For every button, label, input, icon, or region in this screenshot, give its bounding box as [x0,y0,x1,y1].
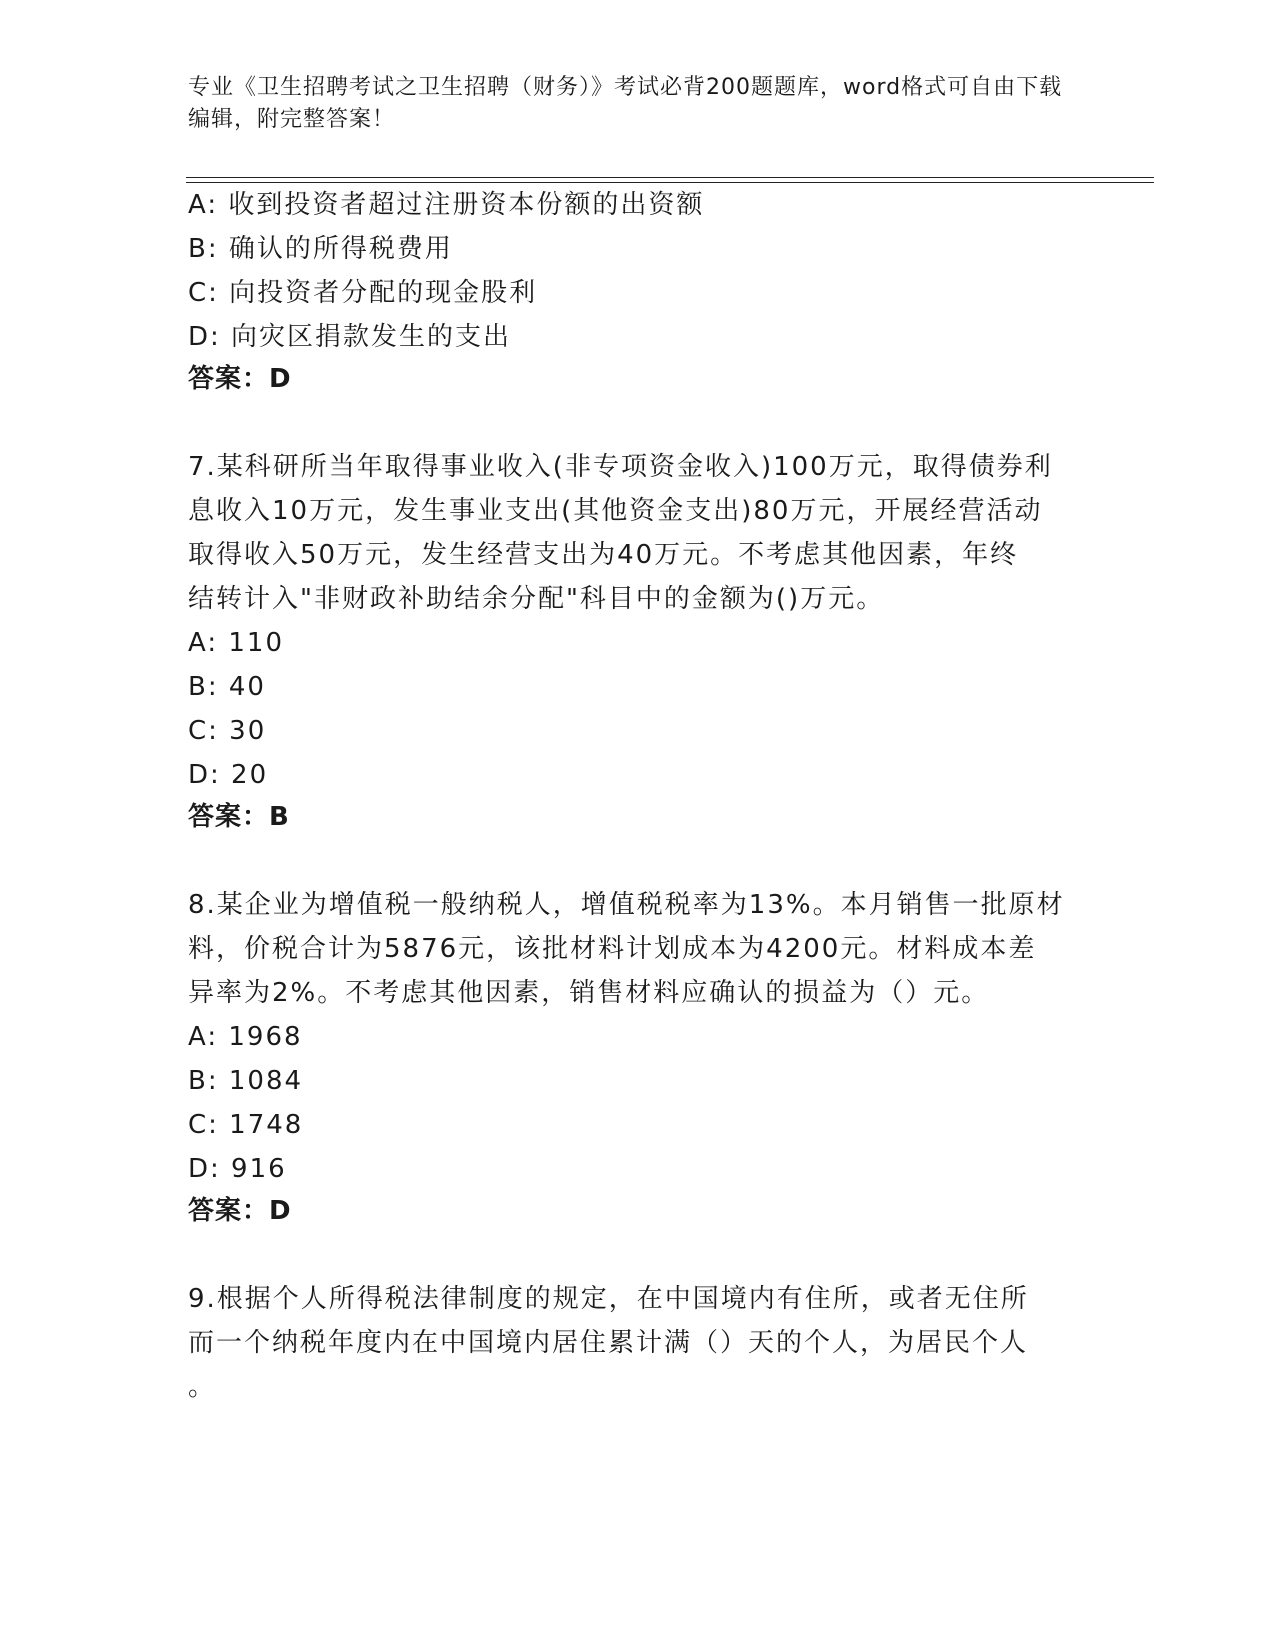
option-c: C: 30 [188,716,267,746]
answer: 答案：D [188,364,292,394]
question-9-line-1: 9.根据个人所得税法律制度的规定，在中国境内有住所，或者无住所 [188,1284,1029,1314]
question-7-line-3: 取得收入50万元，发生经营支出为40万元。不考虑其他因素，年终 [188,540,1019,570]
answer: 答案：D [188,1196,292,1226]
option-a: A: 收到投资者超过注册资本份额的出资额 [188,190,705,220]
question-7-line-1: 7.某科研所当年取得事业收入(非专项资金收入)100万元，取得债券利 [188,452,1053,482]
option-b: B: 1084 [188,1066,304,1096]
option-d: D: 20 [188,760,269,790]
question-7-line-4: 结转计入"非财政补助结余分配"科目中的金额为()万元。 [188,584,885,614]
question-8-line-2: 料，价税合计为5876元，该批材料计划成本为4200元。材料成本差 [188,934,1037,964]
question-8-line-1: 8.某企业为增值税一般纳税人，增值税税率为13%。本月销售一批原材 [188,890,1065,920]
question-8-line-3: 异率为2%。不考虑其他因素，销售材料应确认的损益为（）元。 [188,978,990,1008]
option-b: B: 确认的所得税费用 [188,234,453,264]
option-d: D: 向灾区捐款发生的支出 [188,322,512,352]
option-c: C: 向投资者分配的现金股利 [188,278,538,308]
option-c: C: 1748 [188,1110,304,1140]
question-9-line-3: 。 [188,1372,217,1402]
option-a: A: 110 [188,628,284,658]
question-7-line-2: 息收入10万元，发生事业支出(其他资金支出)80万元，开展经营活动 [188,496,1043,526]
document-header: 专业《卫生招聘考试之卫生招聘（财务）》考试必背200题题库，word格式可自由下载编辑，附完整答案！ [188,75,1063,132]
header-rule-top [186,177,1154,178]
answer: 答案：B [188,802,290,832]
option-d: D: 916 [188,1154,287,1184]
question-9-line-2: 而一个纳税年度内在中国境内居住累计满（）天的个人，为居民个人 [188,1328,1029,1358]
option-a: A: 1968 [188,1022,303,1052]
option-b: B: 40 [188,672,266,702]
header-rule-bottom [186,182,1154,183]
